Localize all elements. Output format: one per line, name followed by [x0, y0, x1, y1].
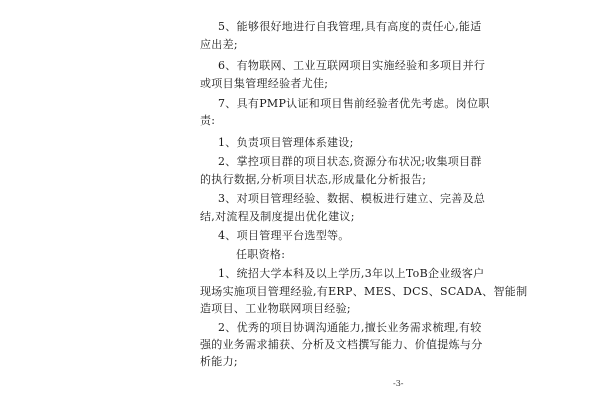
page-number: -3-: [393, 379, 404, 388]
text-line: 或项目集管理经验者尤佳;: [200, 77, 329, 90]
text-line: 7、具有PMP认证和项目售前经验者优先考虑。岗位职: [218, 97, 490, 110]
text-line: 的执行数据,分析项目状态,形成量化分析报告;: [200, 173, 427, 186]
text-line: 3、对项目管理经验、数据、模板进行建立、完善及总: [218, 192, 486, 205]
text-line: 1、统招大学本科及以上学历,3年以上ToB企业级客户: [218, 267, 485, 280]
text-line: 4、项目管理平台选型等。: [218, 229, 350, 242]
text-line: 6、有物联网、工业互联网项目实施经验和多项目并行: [218, 59, 486, 72]
text-line: 造项目、工业物联网项目经验;: [200, 302, 351, 315]
text-line: 结,对流程及制度提出优化建议;: [200, 210, 355, 223]
text-line: 责:: [200, 114, 216, 127]
text-line: 2、掌控项目群的项目状态,资源分布状况;收集项目群: [218, 155, 482, 168]
text-line: 现场实施项目管理经验,有ERP、MES、DCS、SCADA、智能制: [200, 285, 528, 298]
text-line: 1、负责项目管理体系建设;: [218, 136, 354, 149]
section-heading: 任职资格:: [236, 248, 286, 261]
text-line: 2、优秀的项目协调沟通能力,擅长业务需求梳理,有较: [218, 321, 482, 334]
text-line: 5、能够很好地进行自我管理,具有高度的责任心,能适: [218, 20, 482, 33]
text-line: 应出差;: [200, 38, 238, 51]
text-line: 析能力;: [200, 355, 238, 368]
text-line: 强的业务需求捕获、分析及文档撰写能力、价值提炼与分: [200, 338, 483, 351]
